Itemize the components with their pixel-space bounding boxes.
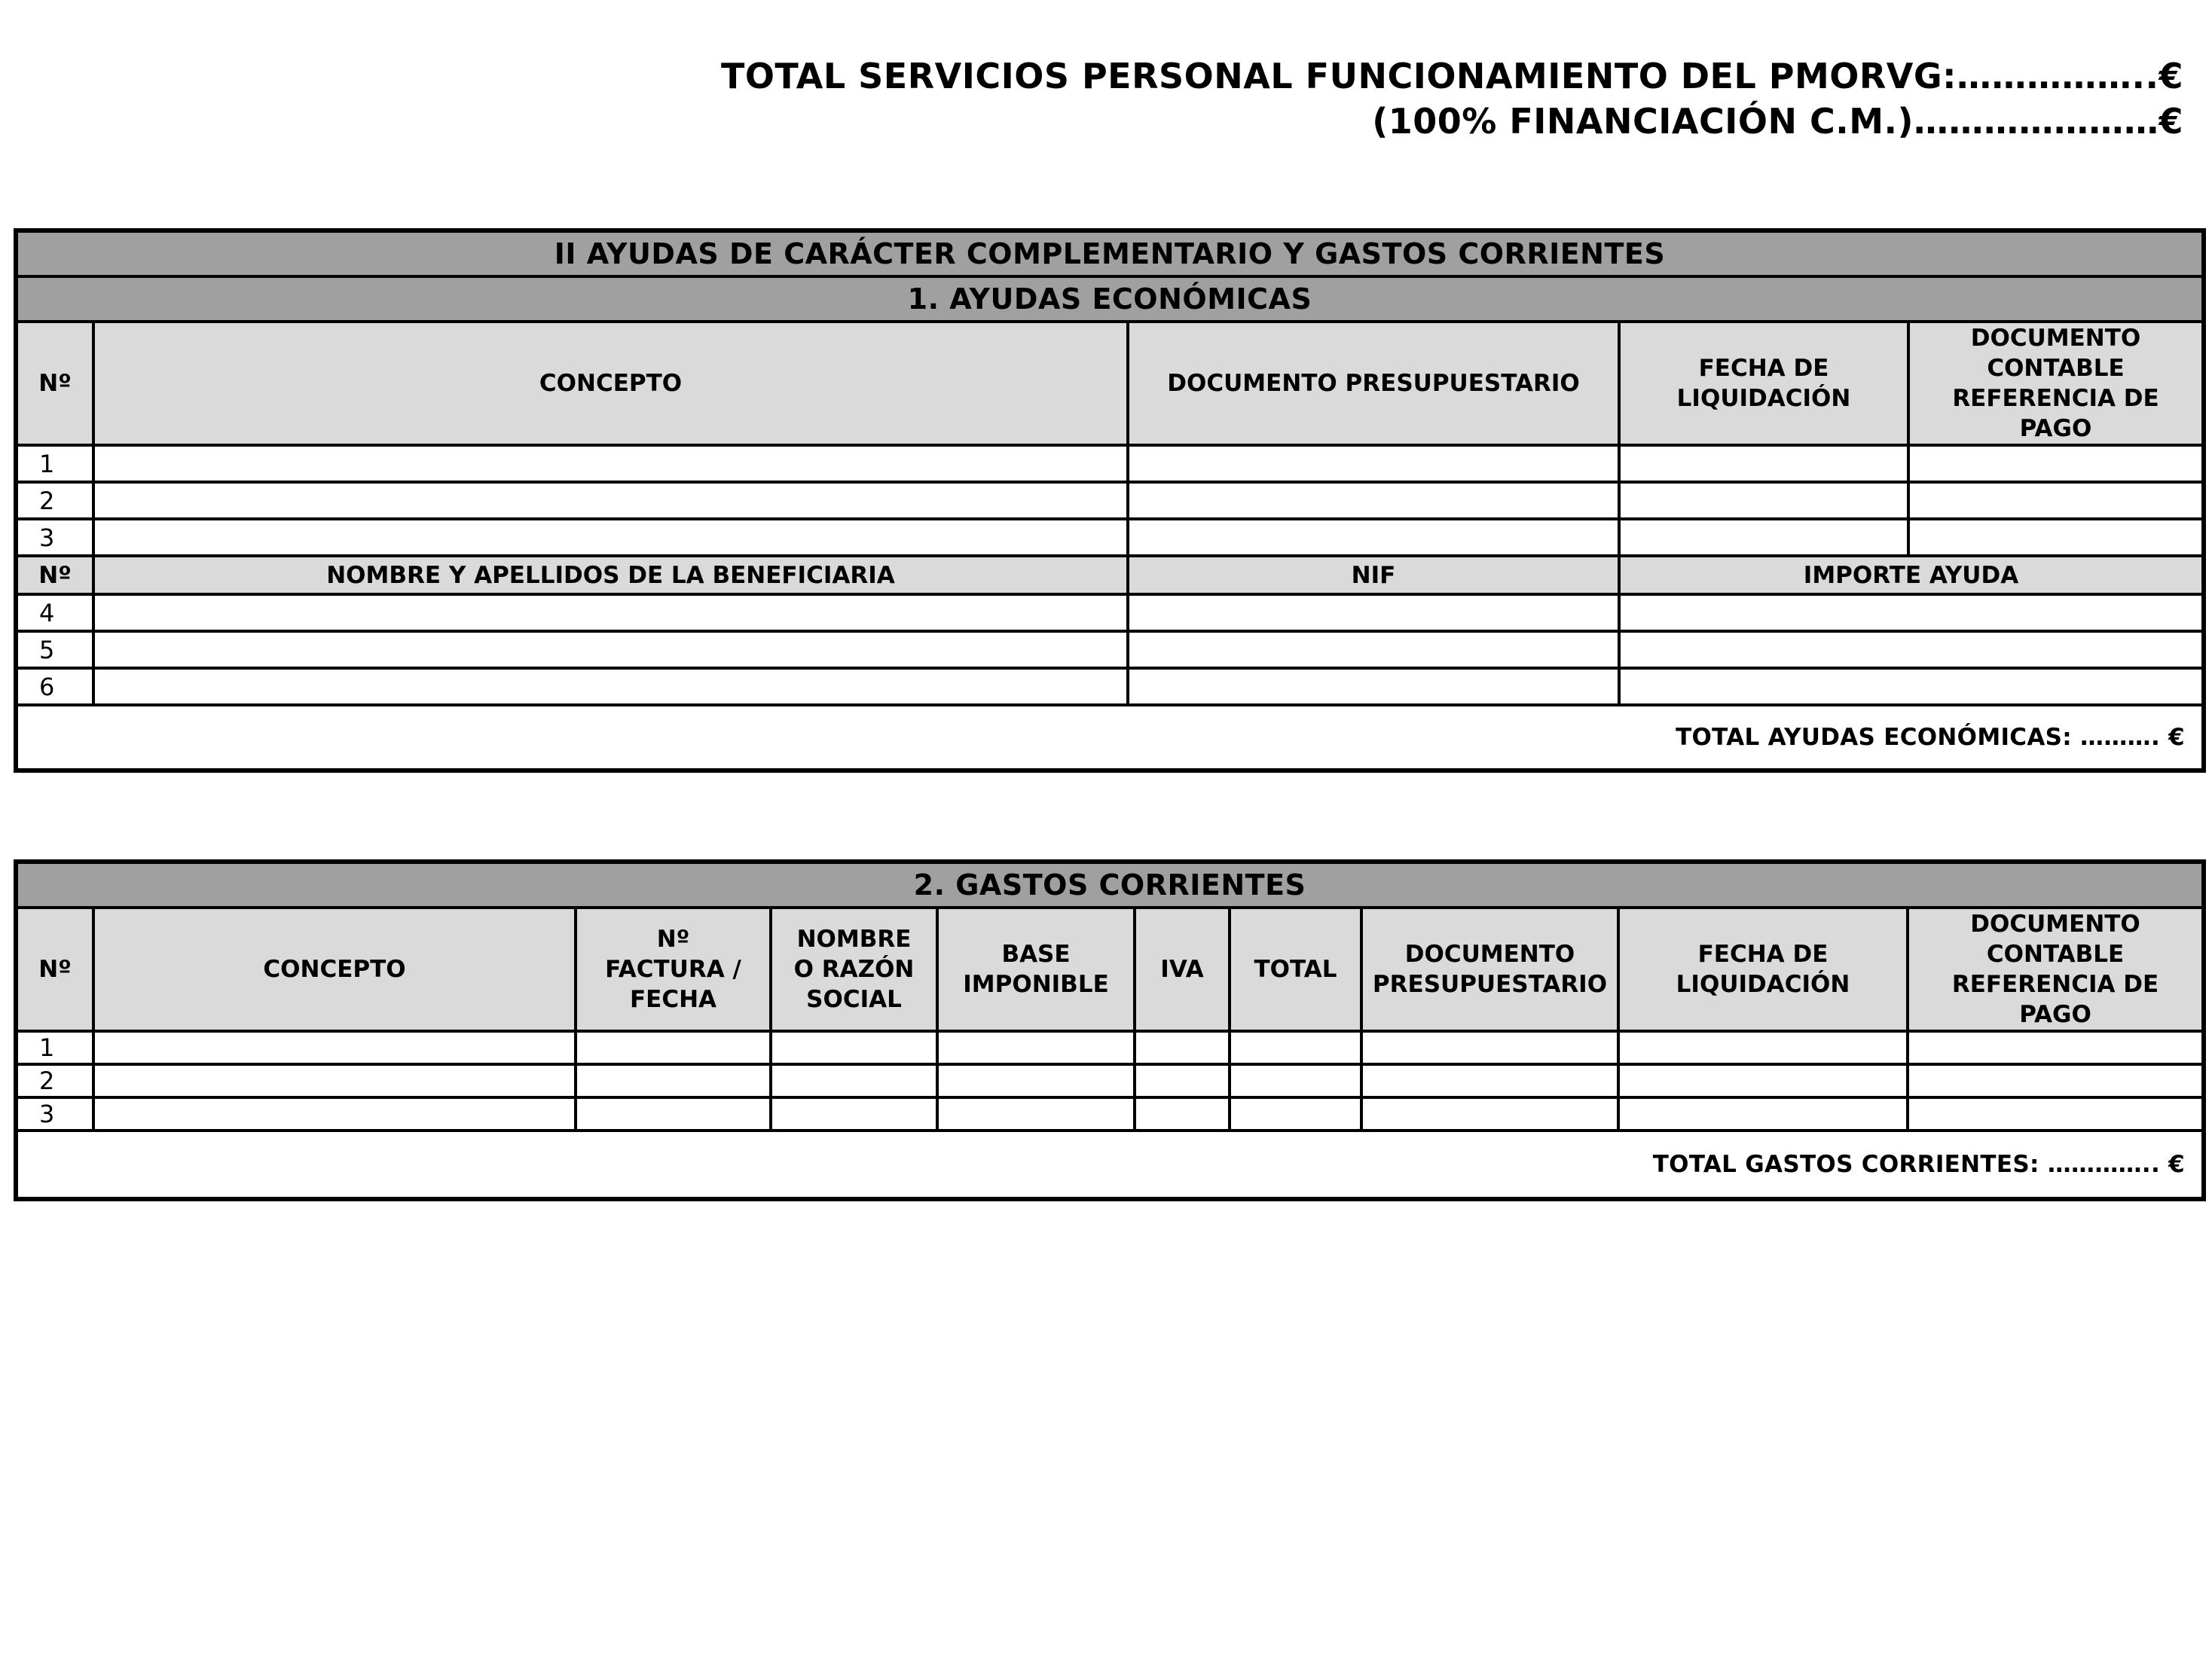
col-fecha-liquidacion: FECHA DE LIQUIDACIÓN bbox=[1618, 908, 1908, 1031]
documento-contable-cell[interactable] bbox=[1908, 519, 2204, 556]
gastos-corrientes-table bbox=[14, 859, 2206, 1201]
fecha-liquidacion-cell[interactable] bbox=[1619, 482, 1908, 519]
documento-contable-cell[interactable] bbox=[1908, 445, 2204, 482]
concepto-cell[interactable] bbox=[93, 1031, 576, 1064]
col-documento-contable: DOCUMENTO CONTABLE REFERENCIA DE PAGO bbox=[1908, 322, 2204, 445]
row-number: 1 bbox=[16, 445, 93, 482]
razon-social-cell[interactable] bbox=[771, 1064, 937, 1097]
fecha-liquidacion-cell[interactable] bbox=[1619, 519, 1908, 556]
nombre-beneficiaria-cell[interactable] bbox=[93, 668, 1128, 705]
iva-cell[interactable] bbox=[1135, 1064, 1230, 1097]
importe-ayuda-cell[interactable] bbox=[1619, 631, 2204, 668]
col-documento-presupuestario: DOCUMENTO PRESUPUESTARIO bbox=[1128, 322, 1619, 445]
col-concepto: CONCEPTO bbox=[93, 322, 1128, 445]
documento-presupuestario-cell[interactable] bbox=[1128, 519, 1619, 556]
nombre-beneficiaria-cell[interactable] bbox=[93, 594, 1128, 631]
documento-contable-cell[interactable] bbox=[1908, 482, 2204, 519]
total-cell[interactable] bbox=[1230, 1064, 1361, 1097]
razon-social-cell[interactable] bbox=[771, 1097, 937, 1131]
base-imponible-cell[interactable] bbox=[937, 1031, 1135, 1064]
col-numero-b: Nº bbox=[16, 556, 93, 594]
total-servicios-line: TOTAL SERVICIOS PERSONAL FUNCIONAMIENTO DEL PMORVG:……………..€ bbox=[720, 56, 2183, 96]
col-documento-contable: DOCUMENTO CONTABLE REFERENCIA DE PAGO bbox=[1908, 908, 2204, 1031]
factura-cell[interactable] bbox=[576, 1031, 771, 1064]
nombre-beneficiaria-cell[interactable] bbox=[93, 631, 1128, 668]
importe-ayuda-cell[interactable] bbox=[1619, 594, 2204, 631]
col-nombre-beneficiaria: NOMBRE Y APELLIDOS DE LA BENEFICIARIA bbox=[93, 556, 1128, 594]
col-numero: Nº bbox=[16, 908, 93, 1031]
total-cell[interactable] bbox=[1230, 1031, 1361, 1064]
col-fecha-liquidacion: FECHA DE LIQUIDACIÓN bbox=[1619, 322, 1908, 445]
gastos-subsection-title: 2. GASTOS CORRIENTES bbox=[16, 862, 2204, 908]
fecha-liquidacion-cell[interactable] bbox=[1618, 1031, 1908, 1064]
section-title: II AYUDAS DE CARÁCTER COMPLEMENTARIO Y GASTOS CORRIENTES bbox=[16, 230, 2204, 276]
col-documento-presupuestario: DOCUMENTO PRESUPUESTARIO bbox=[1361, 908, 1618, 1031]
iva-cell[interactable] bbox=[1135, 1097, 1230, 1131]
fecha-liquidacion-cell[interactable] bbox=[1618, 1064, 1908, 1097]
factura-cell[interactable] bbox=[576, 1097, 771, 1131]
col-nif: NIF bbox=[1128, 556, 1619, 594]
documento-presupuestario-cell[interactable] bbox=[1128, 482, 1619, 519]
col-total: TOTAL bbox=[1230, 908, 1361, 1031]
fecha-liquidacion-cell[interactable] bbox=[1619, 445, 1908, 482]
razon-social-cell[interactable] bbox=[771, 1031, 937, 1064]
ayudas-subsection-title: 1. AYUDAS ECONÓMICAS bbox=[16, 276, 2204, 322]
ayudas-economicas-table bbox=[14, 228, 2206, 773]
documento-contable-cell[interactable] bbox=[1908, 1097, 2204, 1131]
documento-contable-cell[interactable] bbox=[1908, 1064, 2204, 1097]
concepto-cell[interactable] bbox=[93, 445, 1128, 482]
nif-cell[interactable] bbox=[1128, 668, 1619, 705]
documento-presupuestario-cell[interactable] bbox=[1361, 1031, 1618, 1064]
col-concepto: CONCEPTO bbox=[93, 908, 576, 1031]
col-iva: IVA bbox=[1135, 908, 1230, 1031]
col-numero: Nº bbox=[16, 322, 93, 445]
row-number: 2 bbox=[16, 482, 93, 519]
col-importe-ayuda: IMPORTE AYUDA bbox=[1619, 556, 2204, 594]
col-factura-fecha: Nº FACTURA / FECHA bbox=[576, 908, 771, 1031]
row-number: 5 bbox=[16, 631, 93, 668]
total-ayudas: TOTAL AYUDAS ECONÓMICAS: ………. € bbox=[16, 705, 2204, 771]
nif-cell[interactable] bbox=[1128, 631, 1619, 668]
concepto-cell[interactable] bbox=[93, 482, 1128, 519]
row-number: 3 bbox=[16, 1097, 93, 1131]
nif-cell[interactable] bbox=[1128, 594, 1619, 631]
importe-ayuda-cell[interactable] bbox=[1619, 668, 2204, 705]
row-number: 6 bbox=[16, 668, 93, 705]
row-number: 1 bbox=[16, 1031, 93, 1064]
concepto-cell[interactable] bbox=[93, 519, 1128, 556]
concepto-cell[interactable] bbox=[93, 1097, 576, 1131]
row-number: 2 bbox=[16, 1064, 93, 1097]
factura-cell[interactable] bbox=[576, 1064, 771, 1097]
documento-contable-cell[interactable] bbox=[1908, 1031, 2204, 1064]
total-gastos: TOTAL GASTOS CORRIENTES: ………….. € bbox=[16, 1131, 2204, 1199]
fecha-liquidacion-cell[interactable] bbox=[1618, 1097, 1908, 1131]
documento-presupuestario-cell[interactable] bbox=[1361, 1064, 1618, 1097]
concepto-cell[interactable] bbox=[93, 1064, 576, 1097]
col-base-imponible: BASE IMPONIBLE bbox=[937, 908, 1135, 1031]
financiacion-line: (100% FINANCIACIÓN C.M.)…………………€ bbox=[1372, 101, 2183, 142]
row-number: 4 bbox=[16, 594, 93, 631]
base-imponible-cell[interactable] bbox=[937, 1097, 1135, 1131]
documento-presupuestario-cell[interactable] bbox=[1128, 445, 1619, 482]
iva-cell[interactable] bbox=[1135, 1031, 1230, 1064]
col-razon-social: NOMBRE O RAZÓN SOCIAL bbox=[771, 908, 937, 1031]
base-imponible-cell[interactable] bbox=[937, 1064, 1135, 1097]
documento-presupuestario-cell[interactable] bbox=[1361, 1097, 1618, 1131]
row-number: 3 bbox=[16, 519, 93, 556]
total-cell[interactable] bbox=[1230, 1097, 1361, 1131]
